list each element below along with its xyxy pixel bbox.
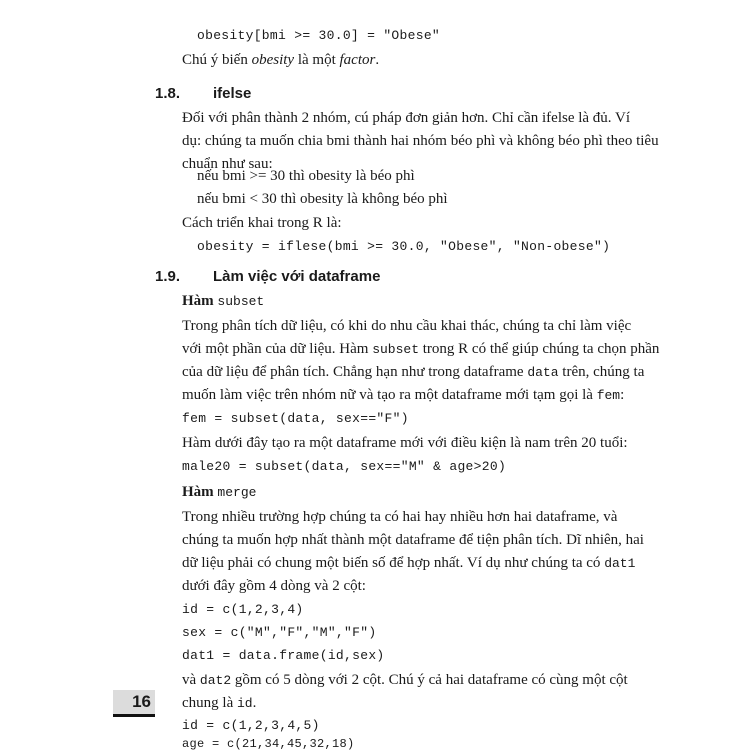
- text-line: muốn làm việc trên nhóm nữ và tạo ra một dataframe mới tạm gọi là fem:: [182, 387, 625, 403]
- condition-line: nếu bmi < 30 thì obesity là không béo phì: [197, 191, 448, 207]
- subheading-merge: Hàm merge: [182, 484, 257, 500]
- text-line: Cách triển khai trong R là:: [182, 215, 342, 231]
- code-line: obesity = iflese(bmi >= 30.0, "Obese", "Non-obese"): [197, 239, 611, 254]
- code-line: fem = subset(data, sex=="F"): [182, 411, 409, 426]
- text-line: chuẩn như sau:: [182, 156, 273, 172]
- code-line: dat1 = data.frame(id,sex): [182, 648, 385, 663]
- text-line: Trong nhiều trường hợp chúng ta có hai hay nhiều hơn hai dataframe, và: [182, 509, 618, 525]
- text-line: và dat2 gồm có 5 dòng với 2 cột. Chú ý cả hai dataframe có cùng một cột: [182, 672, 628, 688]
- code-line: id = c(1,2,3,4,5): [182, 718, 320, 733]
- code-line: id = c(1,2,3,4): [182, 602, 304, 617]
- section-heading-1-9: 1.9. Làm việc với dataframe: [155, 268, 381, 285]
- code-line: obesity[bmi >= 30.0] = "Obese": [197, 28, 441, 43]
- code-line: age = c(21,34,45,32,18): [182, 737, 355, 751]
- condition-line: nếu bmi >= 30 thì obesity là béo phì: [197, 168, 415, 184]
- text-line: Trong phân tích dữ liệu, có khi do nhu cầu khai thác, chúng ta chỉ làm việc: [182, 318, 632, 334]
- text-line: dữ liệu phải có chung một biến số để hợp nhất. Ví dụ như chúng ta có dat1: [182, 555, 636, 571]
- text-line: của dữ liệu để phân tích. Chẳng hạn như trong dataframe data trên, chúng ta: [182, 364, 645, 380]
- text-line: với một phần của dữ liệu. Hàm subset trong R có thể giúp chúng ta chọn phần: [182, 341, 660, 357]
- subheading-subset: Hàm subset: [182, 293, 265, 309]
- page-number: 16: [113, 690, 155, 714]
- code-line: male20 = subset(data, sex=="M" & age>20): [182, 459, 507, 474]
- text-line: dưới đây gồm 4 dòng và 2 cột:: [182, 578, 366, 594]
- page-number-rule: [113, 714, 155, 717]
- text-line: chung là id.: [182, 695, 257, 711]
- section-heading-1-8: 1.8. ifelse: [155, 85, 252, 102]
- text-line: Đối với phân thành 2 nhóm, cú pháp đơn giản hơn. Chỉ cần ifelse là đủ. Ví: [182, 110, 631, 126]
- text-line: dụ: chúng ta muốn chia bmi thành hai nhóm béo phì và không béo phì theo tiêu: [182, 133, 659, 149]
- text-line: Hàm dưới đây tạo ra một dataframe mới với điều kiện là nam trên 20 tuổi:: [182, 435, 628, 451]
- text-line: Chú ý biến obesity là một factor.: [182, 52, 380, 68]
- code-line: sex = c("M","F","M","F"): [182, 625, 377, 640]
- text-line: chúng ta muốn hợp nhất thành một dataframe để tiện phân tích. Dĩ nhiên, hai: [182, 532, 644, 548]
